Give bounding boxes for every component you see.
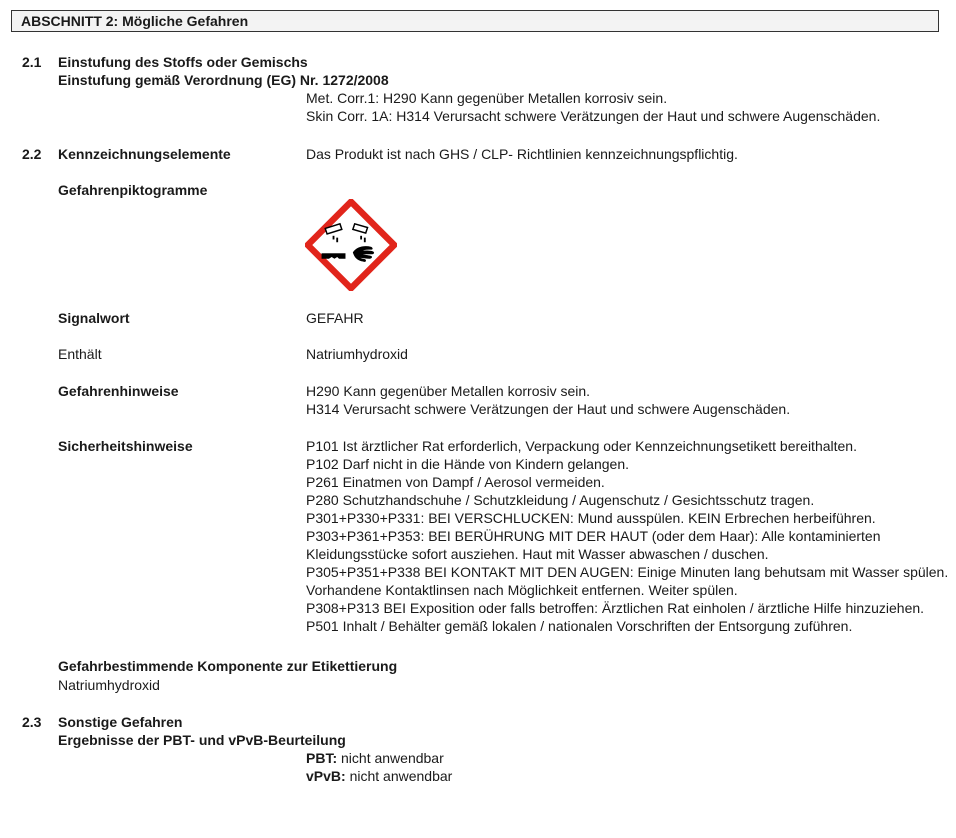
section-title: ABSCHNITT 2: Mögliche Gefahren: [21, 13, 249, 29]
section-2-2-title: Kennzeichnungselemente: [58, 146, 231, 162]
precautionary-statement: P101 Ist ärztlicher Rat erforderlich, Verpackung oder Kennzeichnungsetikett bereithalten.: [306, 438, 857, 454]
precautionary-statement: P501 Inhalt / Behälter gemäß lokalen / nationalen Vorschriften der Entsorgung zuführen.: [306, 618, 853, 634]
signal-word-value: GEFAHR: [306, 310, 364, 326]
labelling-statement: Das Produkt ist nach GHS / CLP- Richtlinien kennzeichnungspflichtig.: [306, 146, 738, 162]
classification-line: Met. Corr.1: H290 Kann gegenüber Metallen korrosiv sein.: [306, 90, 668, 106]
pbt-label: PBT:: [306, 750, 338, 766]
vpvb-row: [306, 767, 452, 785]
precautionary-statement: Vorhandene Kontaktlinsen nach Möglichkeit entfernen. Weiter spülen.: [306, 582, 738, 598]
ghs05-corrosion-icon: [305, 199, 397, 291]
vpvb-label: vPvB:: [306, 768, 346, 784]
signal-word-label: Signalwort: [58, 310, 130, 326]
precautionary-statement: P308+P313 BEI Exposition oder falls betroffen: Ärztlichen Rat einholen / ärztliche Hilfe hinzuziehen.: [306, 600, 925, 616]
pbt-results: [306, 749, 452, 785]
hazard-statements-label: Gefahrenhinweise: [58, 383, 179, 399]
contains-value: Natriumhydroxid: [306, 346, 408, 362]
precautionary-statement: P280 Schutzhandschuhe / Schutzkleidung / Augenschutz / Gesichtsschutz tragen.: [306, 492, 815, 508]
precautionary-statement: P303+P361+P353: BEI BERÜHRUNG MIT DER HAUT (oder dem Haar): Alle kontaminierten: [306, 528, 881, 544]
pbt-row: [306, 749, 452, 767]
hazard-statements: [306, 382, 790, 418]
precautionary-statement: P102 Darf nicht in die Hände von Kindern gelangen.: [306, 456, 629, 472]
precautionary-statement: P261 Einatmen von Dampf / Aerosol vermeiden.: [306, 474, 605, 490]
hazard-component-value: Natriumhydroxid: [58, 677, 160, 693]
precautionary-statement: P305+P351+P338 BEI KONTAKT MIT DEN AUGEN: Einige Minuten lang behutsam mit Wasser spülen.: [306, 564, 949, 580]
vpvb-value: nicht anwendbar: [345, 768, 453, 784]
precautionary-statements-label: Sicherheitshinweise: [58, 438, 193, 454]
section-2-3-subtitle: Ergebnisse der PBT- und vPvB-Beurteilung: [58, 732, 346, 748]
section-2-3-title: Sonstige Gefahren: [58, 714, 183, 730]
classification-line: Skin Corr. 1A: H314 Verursacht schwere Verätzungen der Haut und schwere Augenschäden.: [306, 108, 881, 124]
hazard-component-label: Gefahrbestimmende Komponente zur Etikettierung: [58, 658, 398, 674]
pbt-value: nicht anwendbar: [337, 750, 444, 766]
classification-lines: [306, 89, 880, 125]
section-header: [11, 10, 939, 32]
section-2-1-number: 2.1: [22, 54, 42, 70]
precautionary-statements: [306, 437, 948, 635]
section-2-1-title: Einstufung des Stoffs oder Gemischs: [58, 54, 308, 70]
pictograms-label: Gefahrenpiktogramme: [58, 182, 208, 198]
section-2-1-subtitle: Einstufung gemäß Verordnung (EG) Nr. 1272/2008: [58, 72, 389, 88]
section-2-3-number: 2.3: [22, 714, 42, 730]
precautionary-statement: P301+P330+P331: BEI VERSCHLUCKEN: Mund ausspülen. KEIN Erbrechen herbeiführen.: [306, 510, 876, 526]
section-2-2-number: 2.2: [22, 146, 42, 162]
hazard-statement: H290 Kann gegenüber Metallen korrosiv sein.: [306, 383, 591, 399]
precautionary-statement: Kleidungsstücke sofort ausziehen. Haut mit Wasser abwaschen / duschen.: [306, 546, 769, 562]
hazard-statement: H314 Verursacht schwere Verätzungen der Haut und schwere Augenschäden.: [306, 401, 791, 417]
contains-label: Enthält: [58, 346, 102, 362]
